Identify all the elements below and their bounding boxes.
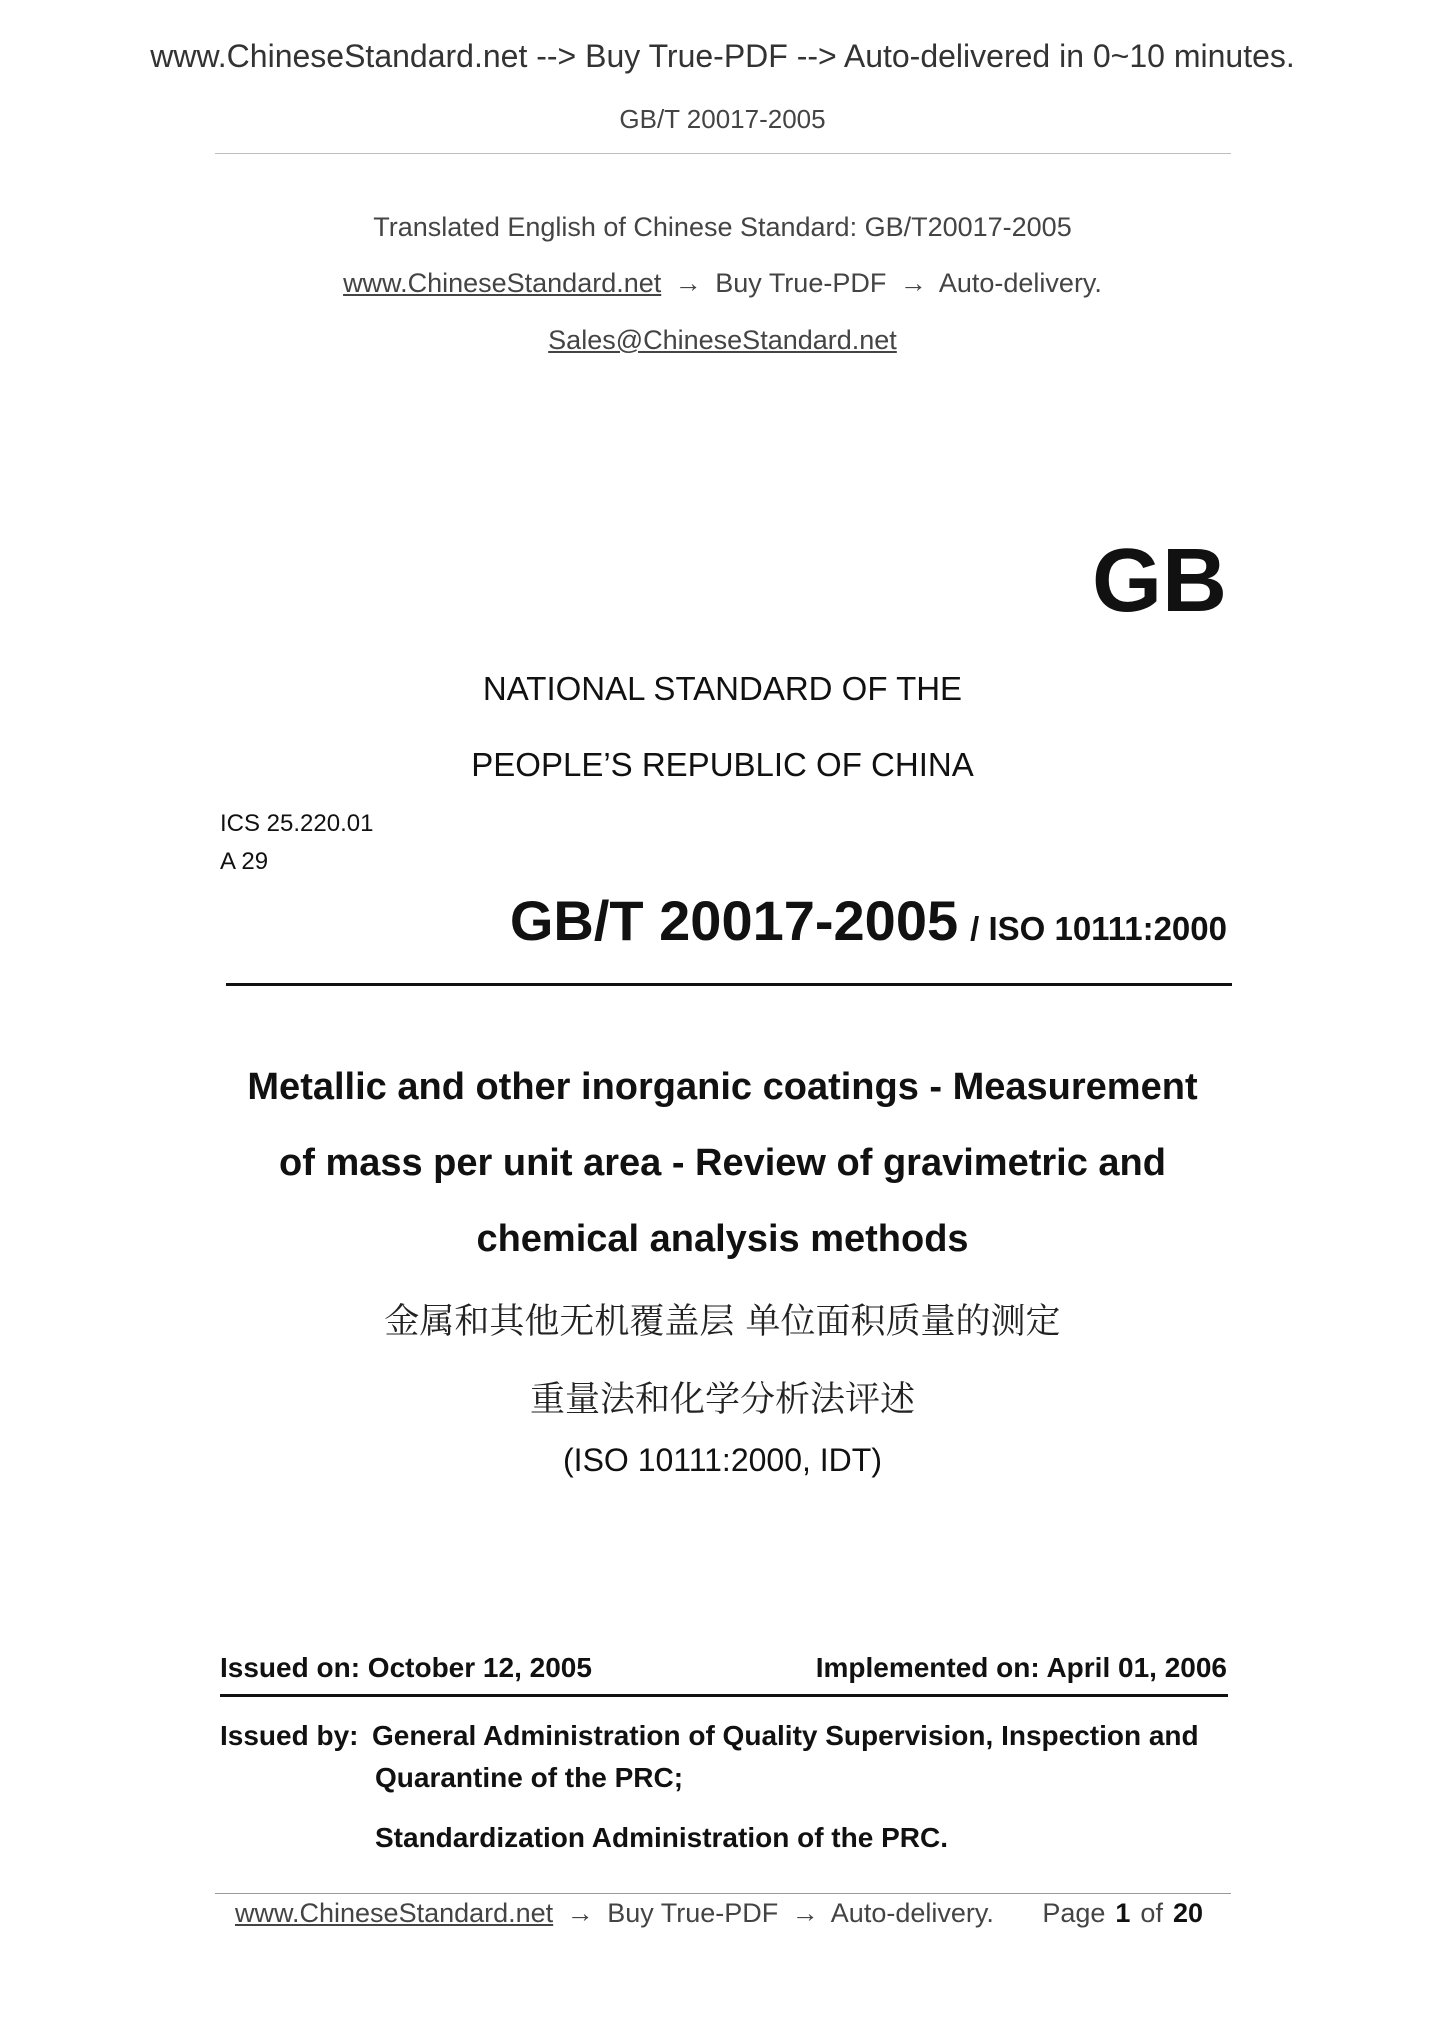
footer-divider [215,1893,1231,1894]
english-title-line1: Metallic and other inorganic coatings - Measurement [247,1066,1198,1108]
footer-purchase-line [235,1898,994,1929]
standard-number: GB/T 20017-2005 [509,889,959,952]
arrow-icon: → [899,268,927,298]
arrow-icon: → [674,268,702,298]
translated-line: Translated English of Chinese Standard: GB/T20017-2005 [373,212,1072,242]
chinese-title-line1: 金属和其他无机覆盖层 单位面积质量的测定 [384,1302,1061,1342]
buy-text: Buy True-PDF [715,268,887,298]
title-divider [226,983,1232,986]
national-standard-line1: NATIONAL STANDARD OF THE [482,670,963,707]
header-divider [215,153,1231,154]
page-label: Page [1042,1898,1106,1928]
page-current: 1 [1115,1898,1131,1928]
arrow-icon: → [791,1898,819,1928]
issuer2: Standardization Administration of the PRC. [375,1822,948,1853]
chinese-title-line2: 重量法和化学分析法评述 [529,1380,915,1420]
top-banner: www.ChineseStandard.net --> Buy True-PDF --> Auto-delivered in 0~10 minutes. [150,38,1295,74]
sales-email-line [0,325,1445,356]
page-indicator [1042,1898,1213,1929]
purchase-line [0,268,1445,299]
iso-reference: / ISO 10111:2000 [970,910,1227,947]
equivalence-note: (ISO 10111:2000, IDT) [563,1442,882,1478]
header-standard-code: GB/T 20017-2005 [619,104,826,134]
issue-divider [220,1694,1228,1697]
ics-code: ICS 25.220.01 [220,810,374,837]
sales-email-link[interactable]: Sales@ChineseStandard.net [548,325,897,355]
gb-mark: GB [1092,531,1227,631]
ccs-code: A 29 [220,848,269,875]
page-of: of [1140,1898,1163,1928]
arrow-icon: → [566,1898,594,1928]
footer-site-link[interactable]: www.ChineseStandard.net [235,1898,554,1928]
english-title-line3: chemical analysis methods [476,1218,969,1260]
page-total: 20 [1172,1898,1203,1928]
footer-buy-text: Buy True-PDF [607,1898,779,1928]
issued-on: Issued on: October 12, 2005 [220,1652,592,1683]
auto-delivery-text: Auto-delivery. [938,268,1102,298]
national-standard-line2: PEOPLE’S REPUBLIC OF CHINA [471,746,974,783]
issued-by-label: Issued by: [220,1720,359,1751]
site-link[interactable]: www.ChineseStandard.net [343,268,662,298]
issuer1-line1: General Administration of Quality Supervision, Inspection and [372,1720,1199,1751]
english-title-line2: of mass per unit area - Review of gravimetric and [279,1142,1166,1184]
standard-number-block [510,888,1227,953]
issuer1-line2: Quarantine of the PRC; [375,1762,684,1793]
implemented-on: Implemented on: April 01, 2006 [815,1652,1227,1683]
footer-auto-text: Auto-delivery. [830,1898,994,1928]
